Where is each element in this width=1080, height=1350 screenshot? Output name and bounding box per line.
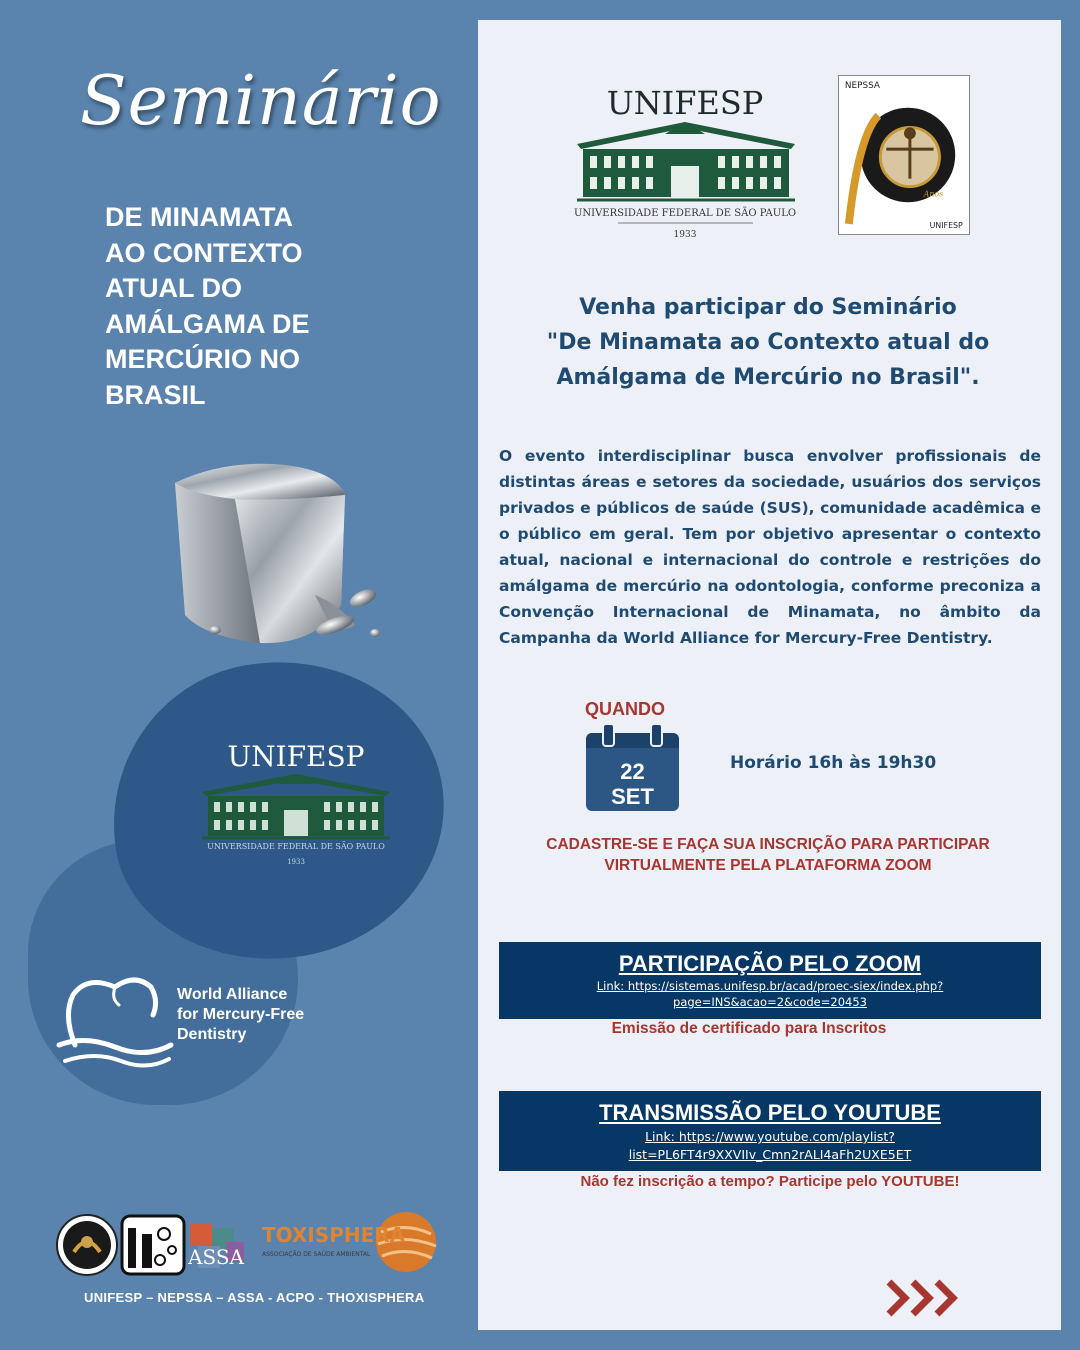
zoom-participation-box[interactable] bbox=[499, 942, 1041, 1019]
heading-line: DE MINAMATA bbox=[105, 202, 293, 232]
toxisphera-logo bbox=[262, 1212, 436, 1272]
youtube-title[interactable]: TRANSMISSÃO PELO YOUTUBE bbox=[599, 1100, 941, 1125]
nepssa-logo-bottom-text: UNIFESP bbox=[929, 220, 963, 230]
nepssa-logo bbox=[838, 75, 970, 235]
youtube-link-line[interactable]: Link: https://www.youtube.com/playlist? bbox=[645, 1129, 895, 1144]
event-schedule: Horário 16h às 19h30 bbox=[730, 753, 937, 773]
world-alliance-logo bbox=[55, 965, 175, 1075]
youtube-transmission-box[interactable] bbox=[499, 1091, 1041, 1171]
toxisphera-logo-text: TOXISPHERA bbox=[262, 1223, 406, 1247]
certificate-note: Emissão de certificado para Inscritos bbox=[611, 1020, 887, 1037]
youtube-link[interactable] bbox=[499, 1128, 1041, 1164]
unifesp-logo-year: 1933 bbox=[287, 858, 305, 866]
invite-line: Venha participar do Seminário bbox=[579, 295, 957, 320]
zoom-link-line[interactable]: page=INS&acao=2&code=20453 bbox=[673, 995, 867, 1009]
heading-line: ATUAL DO bbox=[105, 273, 242, 303]
heading-line: MERCÚRIO NO bbox=[105, 344, 300, 374]
unifesp-top-subtitle: UNIVERSIDADE FEDERAL DE SÃO PAULO bbox=[573, 208, 797, 219]
date-month: SET bbox=[611, 784, 654, 809]
cta-line: CADASTRE-SE E FAÇA SUA INSCRIÇÃO PARA PARTICIPAR bbox=[546, 836, 990, 853]
alliance-line: World Alliance bbox=[177, 986, 288, 1003]
acpo-logo bbox=[122, 1216, 184, 1274]
zoom-link-line[interactable]: Link: https://sistemas.unifesp.br/acad/proec-siex/index.php? bbox=[596, 979, 944, 993]
left-panel bbox=[0, 0, 478, 1350]
heading-line: BRASIL bbox=[105, 379, 206, 410]
zoom-title[interactable]: PARTICIPAÇÃO PELO ZOOM bbox=[618, 951, 922, 976]
footer-credits: UNIFESP – NEPSSA – ASSA - ACPO - THOXISPHERA bbox=[84, 1290, 425, 1305]
event-description: O evento interdisciplinar busca envolver profissionais de distintas áreas e setores da sociedade, usuários dos serviços privados e públicos de saúde (SUS), comunidade acadêmica e o público em geral. Tem por objetivo apresentar o contexto atual, nacional e internacional do controle e restrições do amálgama de mercúrio na odontologia, conforme preconiza a Convenção Internacional de Minamata, no âmbito da Campanha da World Alliance for Mercury-Free Dentistry. bbox=[499, 447, 1041, 647]
youtube-link-line[interactable]: list=PL6FT4r9XXVIIv_Cmn2rALI4aFh2UXE5ET bbox=[628, 1147, 912, 1162]
right-panel bbox=[478, 0, 1080, 1350]
toxisphera-logo-subtitle: ASSOCIAÇÃO DE SAÚDE AMBIENTAL bbox=[262, 1251, 371, 1258]
alliance-line: for Mercury-Free bbox=[177, 1006, 305, 1023]
invite-line: "De Minamata ao Contexto atual do bbox=[546, 330, 990, 355]
unifesp-logo-subtitle: UNIVERSIDADE FEDERAL DE SÃO PAULO bbox=[207, 842, 385, 851]
partner-logos bbox=[56, 1212, 441, 1278]
zoom-link[interactable] bbox=[499, 978, 1041, 1010]
calendar-icon bbox=[586, 723, 679, 811]
assa-logo bbox=[187, 1224, 244, 1269]
seminar-script-title: Seminário bbox=[80, 62, 442, 141]
unifesp-top-name: UNIFESP bbox=[606, 84, 764, 122]
unifesp-logo bbox=[196, 740, 396, 870]
assa-logo-text: ASSA bbox=[188, 1245, 244, 1269]
when-label: QUANDO bbox=[585, 699, 665, 719]
heading-line: AMÁLGAMA DE bbox=[105, 308, 310, 339]
registration-cta bbox=[498, 834, 1038, 876]
unifesp-logo-name: UNIFESP bbox=[227, 740, 365, 773]
world-alliance-text bbox=[177, 985, 304, 1045]
unifesp-logo-top bbox=[573, 78, 803, 243]
unifesp-top-year: 1933 bbox=[673, 230, 697, 240]
mercury-cube-illustration bbox=[165, 455, 395, 655]
invite-line: Amálgama de Mercúrio no Brasil". bbox=[556, 365, 980, 390]
alliance-line: Dentistry bbox=[177, 1026, 247, 1043]
heading-line: AO CONTEXTO bbox=[105, 237, 303, 268]
cta-line: VIRTUALMENTE PELA PLATAFORMA ZOOM bbox=[604, 857, 932, 874]
no-registration-note: Não fez inscrição a tempo? Participe pelo YOUTUBE! bbox=[580, 1173, 960, 1190]
date-day: 22 bbox=[620, 759, 645, 784]
triple-chevron-right-icon[interactable] bbox=[885, 1278, 965, 1318]
nepssa-small-logo bbox=[57, 1215, 117, 1275]
content-card bbox=[478, 20, 1061, 1330]
seminar-heading bbox=[105, 200, 405, 413]
nepssa-logo-top-text: NEPSSA bbox=[844, 81, 880, 92]
invite-heading bbox=[498, 290, 1038, 395]
nepssa-logo-anos: Anos bbox=[923, 189, 944, 199]
